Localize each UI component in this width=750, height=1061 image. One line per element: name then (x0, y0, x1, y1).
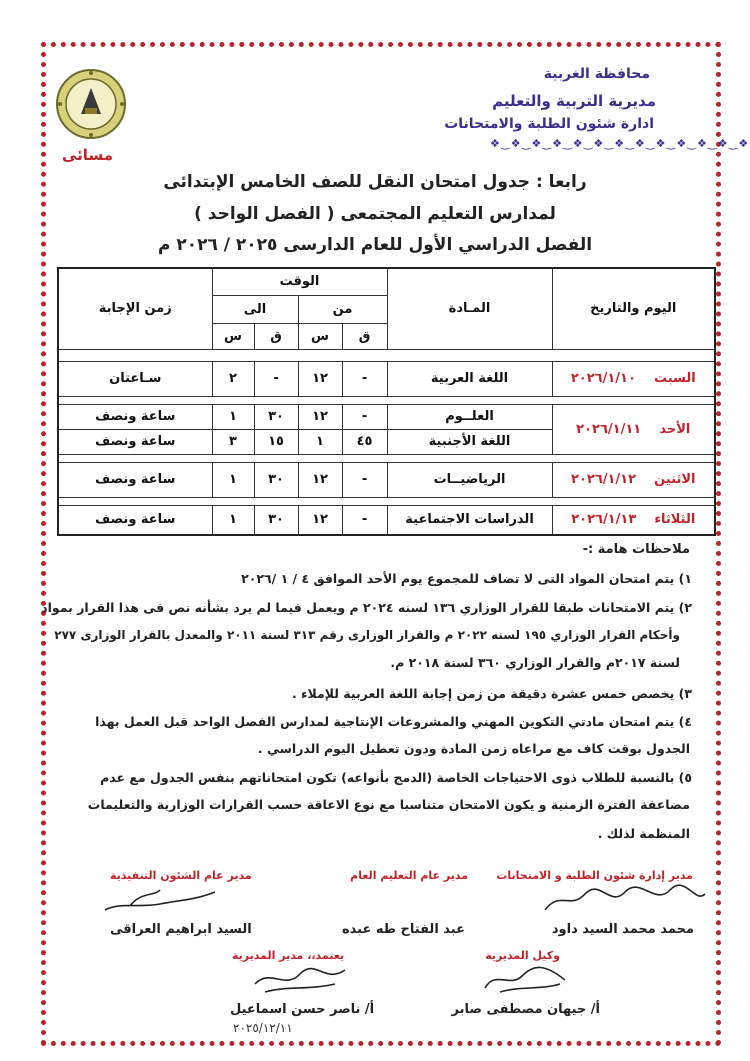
header-from-minute: ق (342, 323, 387, 349)
department-label: ادارة شئون الطلبة والامتحانات (444, 116, 654, 132)
from-minute-cell: - (342, 404, 387, 429)
header-to-minute: ق (254, 323, 298, 349)
signature-5-scribble (250, 960, 350, 998)
from-minute-cell: ٤٥ (342, 429, 387, 454)
signature-2-name: عبد الفتاح طه عبده (341, 922, 465, 937)
signature-3-title: مدير عام الشئون التنفيذية (110, 869, 252, 882)
table-row (58, 361, 715, 396)
subject-cell: الدراسات الاجتماعية (387, 505, 552, 535)
duration-cell: ساعة ونصف (58, 429, 212, 454)
table-row (58, 404, 715, 429)
directorate-seal-logo (55, 68, 127, 140)
exam-schedule-table (57, 267, 716, 536)
to-hour-cell: ١ (212, 462, 254, 497)
signature-3-name: السيد ابراهيم العراقى (110, 922, 252, 937)
to-minute-cell: ٣٠ (254, 404, 298, 429)
to-minute-cell: - (254, 361, 298, 396)
duration-cell: ساعة ونصف (58, 462, 212, 497)
signature-5-name: أ/ ناصر حسن اسماعيل (230, 1002, 375, 1017)
signature-4-scribble (480, 958, 570, 998)
to-minute-cell: ١٥ (254, 429, 298, 454)
note-line-7: الجدول بوقت كاف مع مراعاه زمن المادة ودون تعطيل اليوم الدراسي . (257, 741, 690, 756)
note-line-6: ٤) يتم امتحان مادتي التكوين المهني والمشروعات الإنتاجية لمدارس الفصل الواحد قبل العمل بهذا (95, 714, 692, 729)
from-hour-cell: ١٢ (298, 505, 342, 535)
session-label: مسائى (62, 146, 113, 164)
duration-cell: سـاعتان (58, 361, 212, 396)
to-hour-cell: ١ (212, 404, 254, 429)
title-line-3: الفصل الدراسي الأول للعام الدارسى ٢٠٢٥ / ٢٠٢٦ م (157, 235, 593, 255)
table-spacer (58, 497, 715, 505)
from-minute-cell: - (342, 361, 387, 396)
table-row (58, 462, 715, 497)
signature-5-title: يعتمد،، مدير المديرية (232, 949, 345, 962)
header-subject: المـادة (387, 268, 552, 349)
note-line-4: لسنة ٢٠١٧م والقرار الوزاري ٣٦٠ لسنة ٢٠١٨ م. (390, 655, 680, 670)
directorate-label: مديرية التربية والتعليم (492, 92, 656, 110)
signature-3-scribble (100, 882, 220, 918)
header-day-date: اليوم والتاريخ (552, 268, 715, 349)
to-hour-cell: ٢ (212, 361, 254, 396)
header-to: الى (212, 295, 298, 323)
subject-cell: اللغة العربية (387, 361, 552, 396)
from-minute-cell: - (342, 505, 387, 535)
subject-cell: العلــوم (387, 404, 552, 429)
table-spacer (58, 454, 715, 462)
note-line-1: ١) يتم امتحان المواد التى لا تضاف للمجموع يوم الأحد الموافق ٤ / ١ /٢٠٢٦ (241, 571, 692, 586)
title-line-1: رابعا : جدول امتحان النقل للصف الخامس الإبتدائى (163, 172, 587, 192)
signature-2-title: مدير عام التعليم العام (350, 869, 468, 882)
signature-4-title: وكيل المديرية (485, 949, 560, 962)
handwritten-date: ٢٠٢٥/١٢/١١ (233, 1021, 293, 1035)
header-time: الوقت (212, 268, 387, 295)
header-from: من (298, 295, 387, 323)
header-to-hour: س (212, 323, 254, 349)
duration-cell: ساعة ونصف (58, 505, 212, 535)
decorative-ornament: ❖‿❖‿❖‿❖‿❖‿❖‿❖‿❖‿❖‿❖‿❖‿❖‿❖ (490, 137, 750, 150)
note-line-9: مضاعفة الفترة الزمنية و يكون الامتحان متناسبا مع نوع الاعاقة حسب القرارات الوزارية والتعليمات (87, 797, 690, 812)
notes-heading: ملاحظات هامة :- (582, 542, 690, 557)
note-line-3: وأحكام القرار الوزاري ١٩٥ لسنه ٢٠٢٢ م والقرار الوزارى رقم ٣١٣ لسنة ٢٠١١ والمعدل بالقرار الوزارى ٢٧٧ (54, 628, 680, 642)
from-hour-cell: ١ (298, 429, 342, 454)
day-date-cell: الأحد ٢٠٢٦/١/١١ (552, 404, 715, 454)
header-from-hour: س (298, 323, 342, 349)
note-line-10: المنظمة لذلك . (597, 826, 690, 841)
note-line-8: ٥) بالنسبة للطلاب ذوى الاحتياجات الخاصة (الدمج بأنواعه) تكون امتحاناتهم بنفس الجدول مع عدم (100, 770, 692, 785)
signature-1-scribble (540, 880, 710, 920)
governorate-label: محافظة الغربية (543, 66, 650, 82)
signature-1-title: مدير إدارة شئون الطلبة و الامتحانات (496, 869, 693, 882)
from-hour-cell: ١٢ (298, 404, 342, 429)
duration-cell: ساعة ونصف (58, 404, 212, 429)
note-line-5: ٣) يخصص خمس عشرة دقيقة من زمن إجابة اللغة العربية للإملاء . (292, 686, 692, 701)
title-line-2: لمدارس التعليم المجتمعى ( الفصل الواحد ) (194, 204, 556, 224)
note-line-2: ٢) يتم الامتحانات طبقا للقرار الوزاري ١٣٦ لسنه ٢٠٢٤ م ويعمل فيما لم يرد بشأنه نص فى هذا القرار بمواد (41, 600, 692, 615)
day-date-cell: الاثنين ٢٠٢٦/١/١٢ (552, 462, 715, 497)
to-hour-cell: ٣ (212, 429, 254, 454)
to-hour-cell: ١ (212, 505, 254, 535)
from-minute-cell: - (342, 462, 387, 497)
from-hour-cell: ١٢ (298, 361, 342, 396)
day-date-cell: السبت ٢٠٢٦/١/١٠ (552, 361, 715, 396)
signature-4-name: أ/ جيهان مصطفى صابر (451, 1002, 600, 1017)
table-spacer (58, 396, 715, 404)
table-row (58, 505, 715, 535)
from-hour-cell: ١٢ (298, 462, 342, 497)
to-minute-cell: ٣٠ (254, 505, 298, 535)
table-spacer (58, 349, 715, 361)
day-date-cell: الثلاثاء ٢٠٢٦/١/١٣ (552, 505, 715, 535)
subject-cell: اللغة الأجنبية (387, 429, 552, 454)
to-minute-cell: ٣٠ (254, 462, 298, 497)
signature-1-name: محمد محمد السيد داود (551, 922, 694, 937)
subject-cell: الرياضيــات (387, 462, 552, 497)
header-duration: زمن الإجابة (58, 268, 212, 349)
